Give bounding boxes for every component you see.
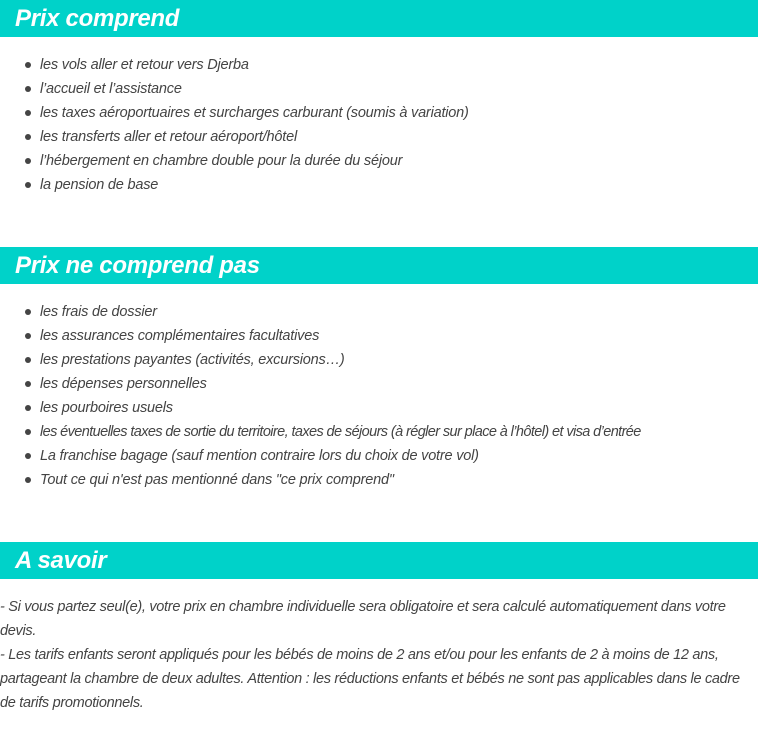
section-title: Prix ne comprend pas (15, 252, 260, 279)
list-item: les assurances complémentaires facultatives (0, 324, 758, 348)
bullet-icon (25, 134, 31, 140)
bullet-icon (25, 182, 31, 188)
note-paragraph: - Les tarifs enfants seront appliqués pour les bébés de moins de 2 ans et/ou pour les enfants de 2 à moins de 12 ans, partageant la chambre de deux adultes. Attention : les réductions enfants et bébés ne sont pas applicables dans le cadre de tarifs promotionnels. (0, 647, 740, 711)
section-title: Prix comprend (15, 5, 180, 32)
list-item: les dépenses personnelles (0, 372, 758, 396)
list-item: l’accueil et l’assistance (0, 77, 758, 101)
section-a-savoir (0, 542, 758, 715)
section-prix-ne-comprend-pas (0, 247, 758, 492)
list-item: les transferts aller et retour aéroport/hôtel (0, 125, 758, 149)
bullet-icon (25, 158, 31, 164)
bullet-icon (25, 381, 31, 387)
list-item: les éventuelles taxes de sortie du territoire, taxes de séjours (à régler sur place à l’hôtel) et visa d’entrée (0, 420, 758, 444)
list-item: les taxes aéroportuaires et surcharges carburant (soumis à variation) (0, 101, 758, 125)
notes (0, 595, 758, 715)
bullet-icon (25, 110, 31, 116)
bullet-icon (25, 86, 31, 92)
section-prix-comprend (0, 0, 758, 197)
list-item: les vols aller et retour vers Djerba (0, 53, 758, 77)
section-header (0, 247, 758, 284)
list-item: les pourboires usuels (0, 396, 758, 420)
section-header (0, 0, 758, 37)
list-item: la pension de base (0, 173, 758, 197)
section-header (0, 542, 758, 579)
bullet-icon (25, 453, 31, 459)
excluded-list (0, 300, 758, 492)
bullet-icon (25, 309, 31, 315)
list-item: les frais de dossier (0, 300, 758, 324)
note-paragraph: - Si vous partez seul(e), votre prix en chambre individuelle sera obligatoire et sera calculé automatiquement dans votre devis. (0, 599, 726, 639)
list-item: Tout ce qui n'est pas mentionné dans "ce prix comprend" (0, 468, 758, 492)
section-title: A savoir (15, 547, 107, 574)
bullet-icon (25, 405, 31, 411)
list-item: les prestations payantes (activités, excursions…) (0, 348, 758, 372)
bullet-icon (25, 62, 31, 68)
bullet-icon (25, 477, 31, 483)
list-item: l’hébergement en chambre double pour la durée du séjour (0, 149, 758, 173)
bullet-icon (25, 357, 31, 363)
bullet-icon (25, 429, 31, 435)
included-list (0, 53, 758, 197)
list-item: La franchise bagage (sauf mention contraire lors du choix de votre vol) (0, 444, 758, 468)
bullet-icon (25, 333, 31, 339)
